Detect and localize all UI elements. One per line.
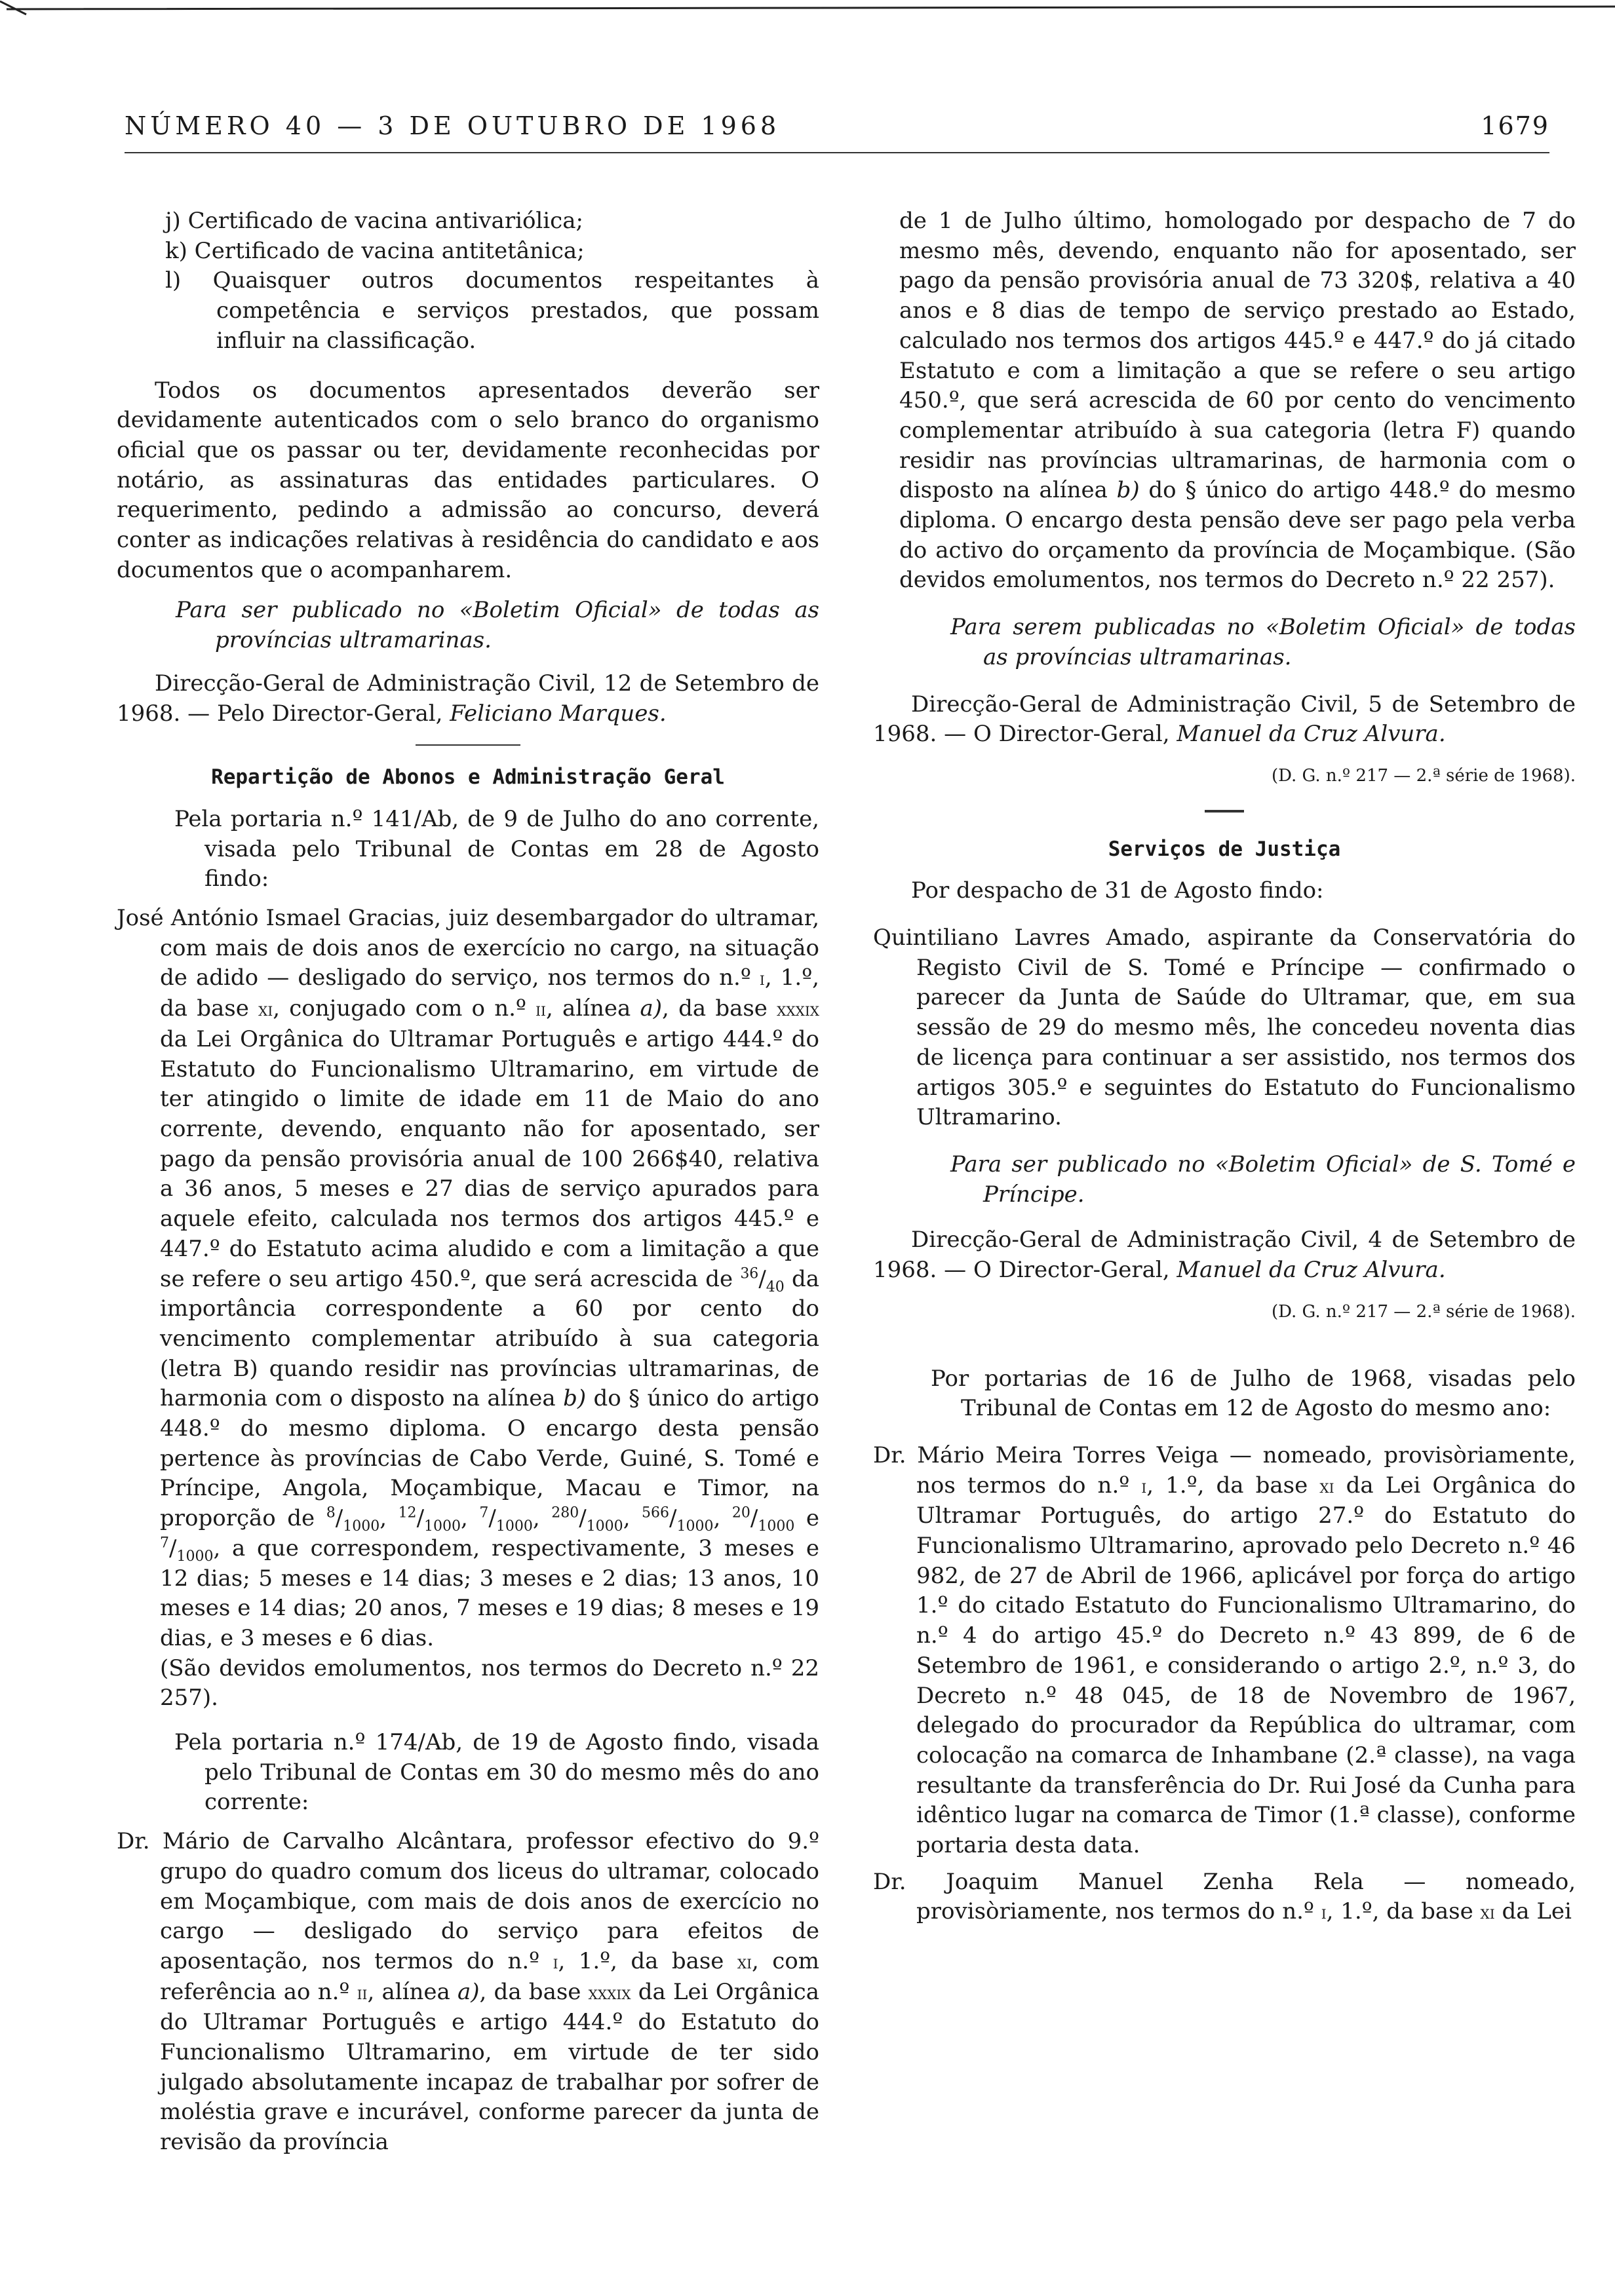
signature-text: Direcção-Geral de Administração Civil, 12 de Setembro de 1968. — Pelo Director-Geral, (117, 670, 819, 727)
portarias-intro: Por portarias de 16 de Julho de 1968, visadas pelo Tribunal de Contas em 12 de Agosto do mesmo ano: (931, 1365, 1576, 1422)
section-heading-2: Serviços de Justiça (1108, 837, 1341, 861)
list-item-j: j) Certificado de vacina antivariólica; (165, 208, 583, 234)
gazette-reference-2: (D. G. n.º 217 — 2.ª série de 1968). (1271, 1301, 1576, 1322)
header-rule (125, 152, 1549, 153)
publication-note-3: Para ser publicado no «Boletim Oficial» de S. Tomé e Príncipe. (950, 1151, 1576, 1208)
signatory-2: Manuel da Cruz Alvura. (1177, 721, 1446, 748)
page-number: 1679 (1481, 111, 1549, 140)
signature-paragraph (117, 669, 819, 729)
entry-quintiliano: Quintiliano Lavres Amado, aspirante da Conservatória do Registo Civil de S. Tomé e Príncipe — confirmado o parecer da Junta de Saúde do Ultramar, que, em sua sessão de 29 do mesmo mês, lhe concedeu noventa dias de licença para continuar a ser assistido, nos termos dos artigos 305.º e seguintes do Estatuto do Funcionalismo Ultramarino. (873, 925, 1576, 1131)
page-header (125, 111, 1549, 151)
despacho-intro: Por despacho de 31 de Agosto findo: (911, 877, 1324, 904)
list-item-k: k) Certificado de vacina antitetânica; (165, 237, 585, 264)
publication-note-2: Para serem publicadas no «Boletim Oficial» de todas as províncias ultramarinas. (950, 614, 1576, 670)
entry-rela: Dr. Joaquim Manuel Zenha Rela — nomeado, provisòriamente, nos termos do n.º i, 1.º, da base xi da Lei (873, 1868, 1576, 1925)
gazette-reference: (D. G. n.º 217 — 2.ª série de 1968). (1271, 765, 1576, 786)
section-heading: Repartição de Abonos e Administração Geral (211, 765, 725, 790)
entry-veiga: Dr. Mário Meira Torres Veiga — nomeado, provisòriamente, nos termos do n.º i, 1.º, da base xi da Lei Orgânica do Ultramar Português, do artigo 27.º do Estatuto do Funcionalismo Ultramarino, aprovado pelo Decreto n.º 46 982, de 27 de Abril de 1966, aplicável por força do artigo 1.º do citado Estatuto do Funcionalismo Ultramarino, do n.º 4 do artigo 45.º do Decreto n.º 43 899, de 6 de Setembro de 1961, e considerando o artigo 2.º, n.º 3, do Decreto n.º 48 045, de 18 de Novembro de 1967, delegado do procurador da República do ultramar, com colocação na comarca de Inhambane (2.ª classe), na vaga resultante da transferência do Dr. Rui José da Cunha para idêntico lugar na comarca de Timor (1.ª classe), conforme portaria desta data. (873, 1442, 1576, 1859)
entry-jose-gracias: José António Ismael Gracias, juiz desembargador do ultramar, com mais de dois anos de exercício no cargo, na situação de adido — desligado do serviço, nos termos do n.º i, 1.º, da base xi, conjugado com o n.º ii, alínea a), da base xxxix da Lei Orgânica do Ultramar Português e artigo 444.º do Estatuto do Funcionalismo Ultramarino, em virtude de ter atingido o limite de idade em 11 de Maio do ano corrente, devendo, enquanto não for aposentado, ser pago da pensão provisória anual de 100 266$40, relativa a 36 anos, 5 meses e 27 dias de serviço apurados para aquele efeito, calculada nos termos dos artigos 445.º e 447.º do Estatuto acima aludido e com a limitação a que se refere o seu artigo 450.º, que será acrescida de $^{36}/_{40}$ da importância correspondente a 60 por cento do vencimento complementar atribuído à sua categoria (letra B) quando residir nas províncias ultramarinas, de harmonia com o disposto na alínea b) do § único do artigo 448.º do mesmo diploma. O encargo desta pensão pertence às províncias de Cabo Verde, Guiné, S. Tomé e Príncipe, Angola, Moçambique, Macau e Timor, na proporção de $^8/_{1000}$, $^{12}/_{1000}$, $^7/_{1000}$, $^{280}/_{1000}$, $^{566}/_{1000}$, $^{20}/_{1000}$ e $^7/_{1000}$, a que correspondem, respectivamente, 3 meses e 12 dias; 5 meses e 14 dias; 3 meses e 2 dias; 13 anos, 10 meses e 14 dias; 20 anos, 7 meses e 19 dias; 8 meses e 19 dias, e 3 meses e 6 dias. (São devidos emolumentos, nos termos do Decreto n.º 22 257). (117, 905, 820, 1712)
portaria-intro: Pela portaria n.º 141/Ab, de 9 de Julho do ano corrente, visada pelo Tribunal de Contas em 28 de Agosto findo: (174, 805, 819, 892)
signature-paragraph-3: Direcção-Geral de Administração Civil, 4 de Setembro de 1968. — O Director-Geral, Manuel da Cruz Alvura. (873, 1227, 1576, 1284)
signatory-3: Manuel da Cruz Alvura. (1177, 1257, 1446, 1284)
documents-paragraph: Todos os documentos apresentados deverão ser devidamente autenticados com o selo branco do organismo oficial que os passar ou ter, devidamente reconhecidas por notário, as assinaturas das entidades particulares. O requerimento, pedindo a admissão ao concurso, deverá conter as indicações relativas à residência do candidato e aos documentos que o acompanharem. (117, 377, 819, 583)
entry-mario-alcantara: Dr. Mário de Carvalho Alcântara, professor efectivo do 9.º grupo do quadro comum dos liceus do ultramar, colocado em Moçambique, com mais de dois anos de exercício no cargo — desligado do serviço para efeitos de aposentação, nos termos do n.º i, 1.º, da base xi, com referência ao n.º ii, alínea a), da base xxxix da Lei Orgânica do Ultramar Português e artigo 444.º do Estatuto do Funcionalismo Ultramarino, em virtude de ter sido julgado absolutamente incapaz de trabalhar por sofrer de moléstia grave e incurável, conforme parecer da junta de revisão da província (117, 1828, 819, 2156)
issue-title: NÚMERO 40 — 3 DE OUTUBRO DE 1968 (125, 111, 781, 140)
signatory: Feliciano Marques. (450, 700, 667, 727)
left-column (117, 206, 819, 2158)
signature-paragraph-2: Direcção-Geral de Administração Civil, 5 de Setembro de 1968. — O Director-Geral, Manuel da Cruz Alvura. (873, 691, 1576, 748)
list-item-l: l) Quaisquer outros documentos respeitantes à competência e serviços prestados, que possam influir na classificação. (165, 267, 819, 354)
right-column (873, 206, 1576, 1928)
top-edge-mark (0, 0, 1615, 20)
entry-continuation: de 1 de Julho último, homologado por despacho de 7 do mesmo mês, devendo, enquanto não for aposentado, ser pago da pensão provisória anual de 73 320$, relativa a 40 anos e 8 dias de tempo de serviço prestado ao Estado, calculado nos termos dos artigos 445.º e 447.º do já citado Estatuto e com a limitação a que se refere o seu artigo 450.º, que será acrescida de 60 por cento do vencimento complementar atribuído à sua categoria (letra F) quando residir nas províncias ultramarinas, de harmonia com o disposto na alínea b) do § único do artigo 448.º do mesmo diploma. O encargo desta pensão deve ser pago pela verba do activo do orçamento da província de Moçambique. (São devidos emolumentos, nos termos do Decreto n.º 22 257). (899, 208, 1576, 594)
publication-note: Para ser publicado no «Boletim Oficial» de todas as províncias ultramarinas. (176, 597, 819, 654)
portaria-intro-2: Pela portaria n.º 174/Ab, de 19 de Agosto findo, visada pelo Tribunal de Contas em 30 do mesmo mês do ano corrente: (174, 1729, 819, 1816)
